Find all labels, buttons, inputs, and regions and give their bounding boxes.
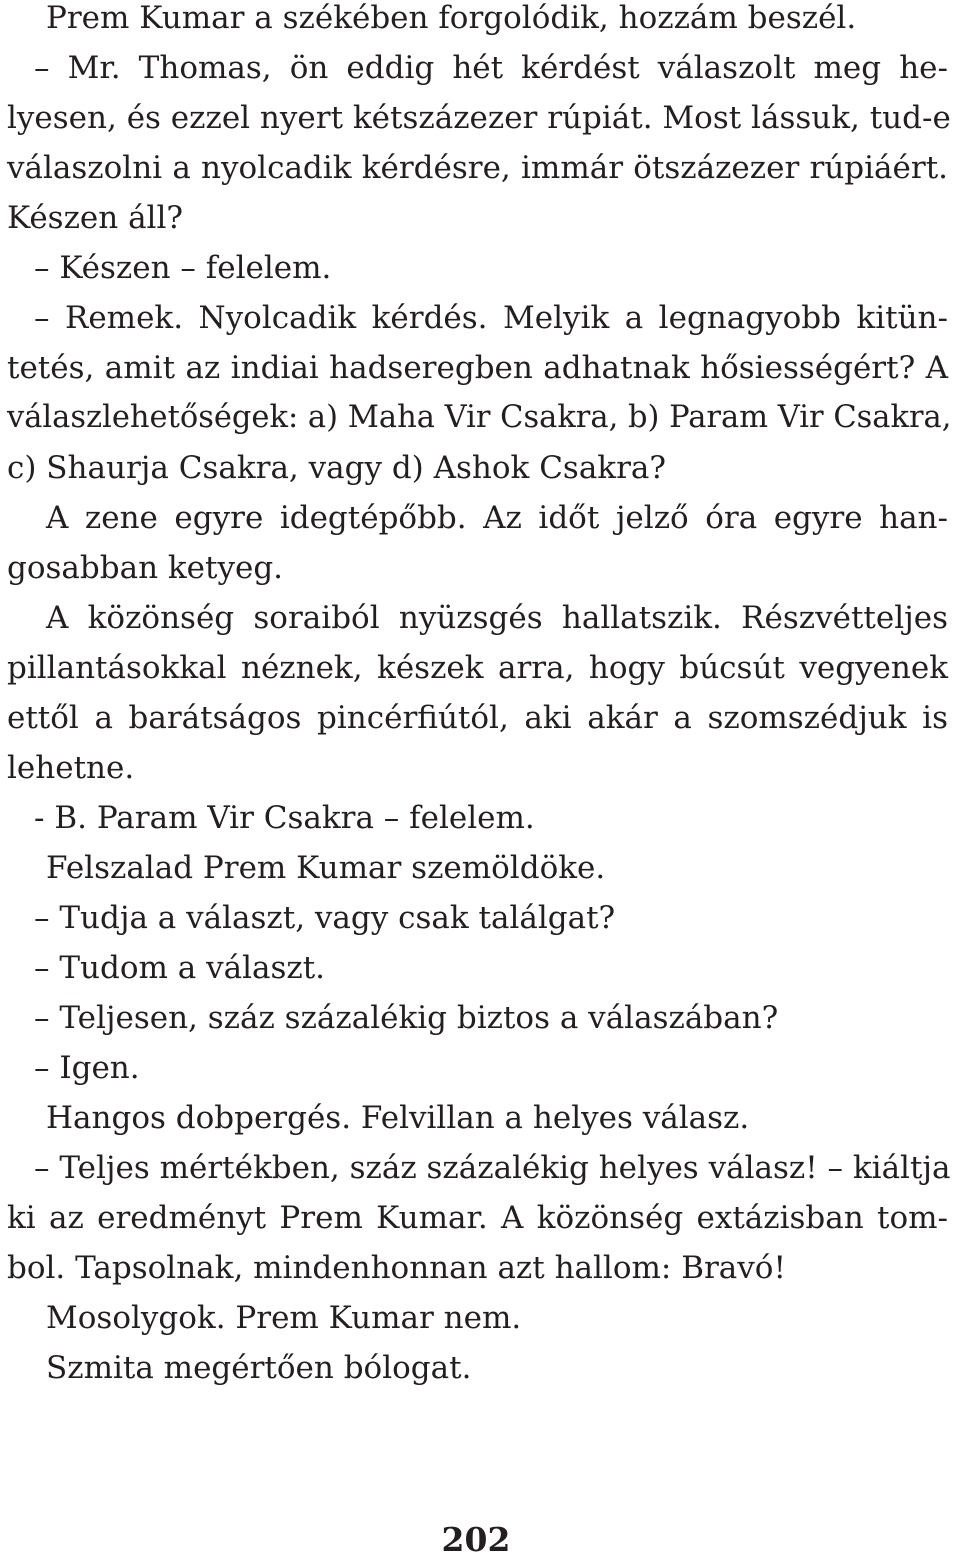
text-line: A zene egyre idegtépőbb. Az időt jelző óra egyre han-: [46, 500, 948, 536]
text-line: Felszalad Prem Kumar szemöldöke.: [46, 850, 606, 886]
text-line: lehetne.: [7, 750, 135, 786]
text-line: – Igen.: [34, 1050, 140, 1086]
text-line: Hangos dobpergés. Felvillan a helyes válasz.: [46, 1100, 750, 1136]
text-line: - B. Param Vir Csakra – felelem.: [34, 800, 535, 836]
text-line: – Teljes mértékben, száz százalékig helyes válasz! – kiáltja: [34, 1150, 951, 1186]
text-line: – Teljesen, száz százalékig biztos a válaszában?: [34, 1000, 779, 1036]
text-line: bol. Tapsolnak, mindenhonnan azt hallom: Bravó!: [7, 1250, 786, 1286]
text-line: gosabban ketyeg.: [7, 550, 284, 586]
text-line: c) Shaurja Csakra, vagy d) Ashok Csakra?: [7, 450, 667, 486]
text-line: tetés, amit az indiai hadseregben adhatnak hősiességért? A: [7, 350, 948, 386]
text-line: – Készen – felelem.: [34, 250, 332, 286]
text-line: válaszlehetőségek: a) Maha Vir Csakra, b) Param Vir Csakra,: [7, 400, 952, 435]
text-line: pillantásokkal néznek, készek arra, hogy búcsút vegyenek: [7, 650, 948, 686]
text-line: – Tudom a választ.: [34, 950, 326, 986]
text-line: ettől a barátságos pincérfiútól, aki akár a szomszédjuk is: [7, 700, 948, 736]
text-line: A közönség soraiból nyüzsgés hallatszik. Részvétteljes: [46, 600, 948, 636]
text-line: Készen áll?: [7, 200, 184, 236]
text-line: Prem Kumar a székében forgolódik, hozzám beszél.: [46, 0, 857, 36]
text-line: Mosolygok. Prem Kumar nem.: [46, 1300, 522, 1336]
page-number: 202: [441, 1520, 511, 1559]
text-line: – Mr. Thomas, ön eddig hét kérdést válaszolt meg he-: [34, 50, 948, 86]
text-line: – Tudja a választ, vagy csak találgat?: [34, 900, 616, 936]
text-line: ki az eredményt Prem Kumar. A közönség extázisban tom-: [7, 1200, 948, 1236]
text-line: válaszolni a nyolcadik kérdésre, immár ötszázezer rúpiáért.: [7, 150, 948, 186]
text-line: lyesen, és ezzel nyert kétszázezer rúpiát. Most lássuk, tud-e: [7, 100, 951, 136]
text-line: – Remek. Nyolcadik kérdés. Melyik a legnagyobb kitün-: [34, 300, 948, 336]
text-line: Szmita megértően bólogat.: [46, 1350, 472, 1386]
